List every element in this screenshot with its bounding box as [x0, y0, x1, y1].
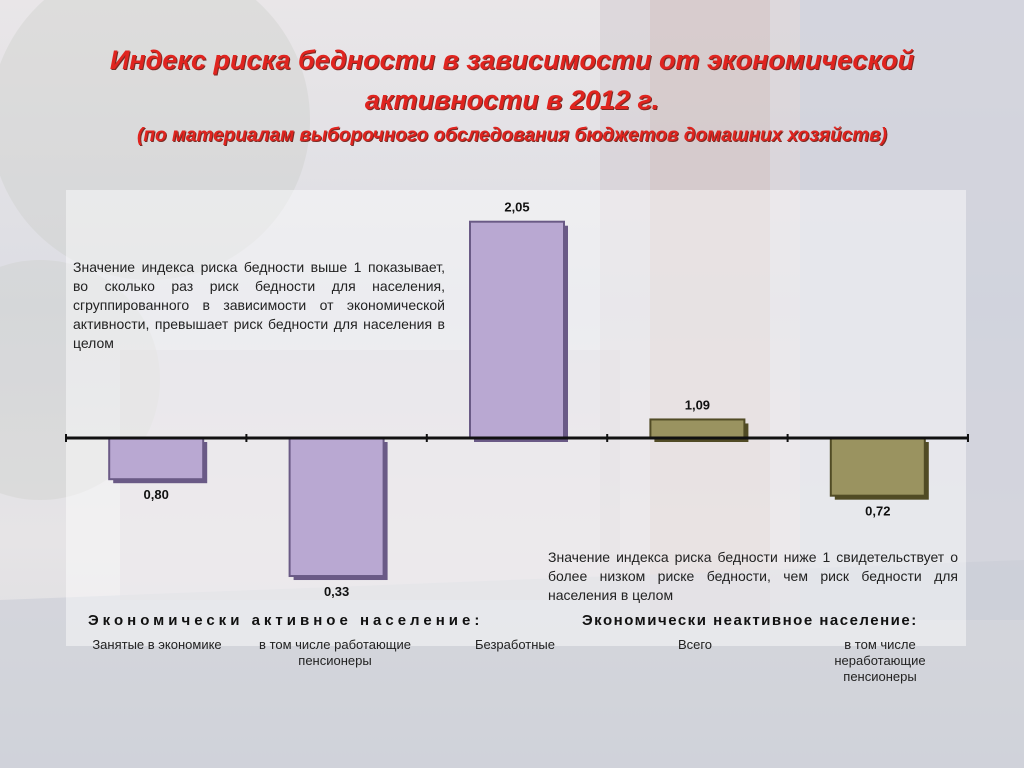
bar-value-label: 0,33 — [323, 584, 350, 600]
bar — [650, 419, 744, 438]
group-label-inactive: Экономически неактивное население: — [582, 612, 918, 629]
bar — [290, 438, 384, 576]
bar-value-label: 2,05 — [504, 199, 530, 215]
note-above-one: Значение индекса риска бедности выше 1 показывает, во сколько раз риск бедности для населения, сгруппированного в зависимости от экономической активности, превышает риск бедности для населения в целом — [73, 259, 445, 351]
bar-value-label: 0,80 — [143, 487, 169, 503]
chart-title-line-1: Индекс риска бедности в зависимости от экономической — [109, 45, 915, 75]
category-label-working-pensioners: в том числе работающие пенсионеры — [259, 637, 411, 668]
group-label-active: Экономически активное население: — [88, 612, 484, 629]
category-label-total-inactive: Всего — [677, 637, 713, 652]
bar — [470, 222, 564, 438]
category-label-nonworking-pensioners: в том числе неработающие пенсионеры — [834, 637, 926, 684]
bar-value-label: 0,72 — [865, 503, 891, 519]
category-label-employed: Занятые в экономике — [92, 637, 222, 652]
chart-title-line-2: активности в 2012 г. — [364, 85, 660, 115]
note-below-one: Значение индекса риска бедности ниже 1 свидетельствует о более низком риске бедности, чем риск бедности для населения в целом — [548, 549, 958, 603]
chart-subtitle: (по материалам выборочного обследования бюджетов домашних хозяйств) — [137, 125, 887, 146]
category-label-unemployed: Безработные — [475, 637, 555, 652]
bar — [831, 438, 925, 496]
bar — [109, 438, 203, 479]
bar-value-label: 1,09 — [684, 397, 711, 413]
